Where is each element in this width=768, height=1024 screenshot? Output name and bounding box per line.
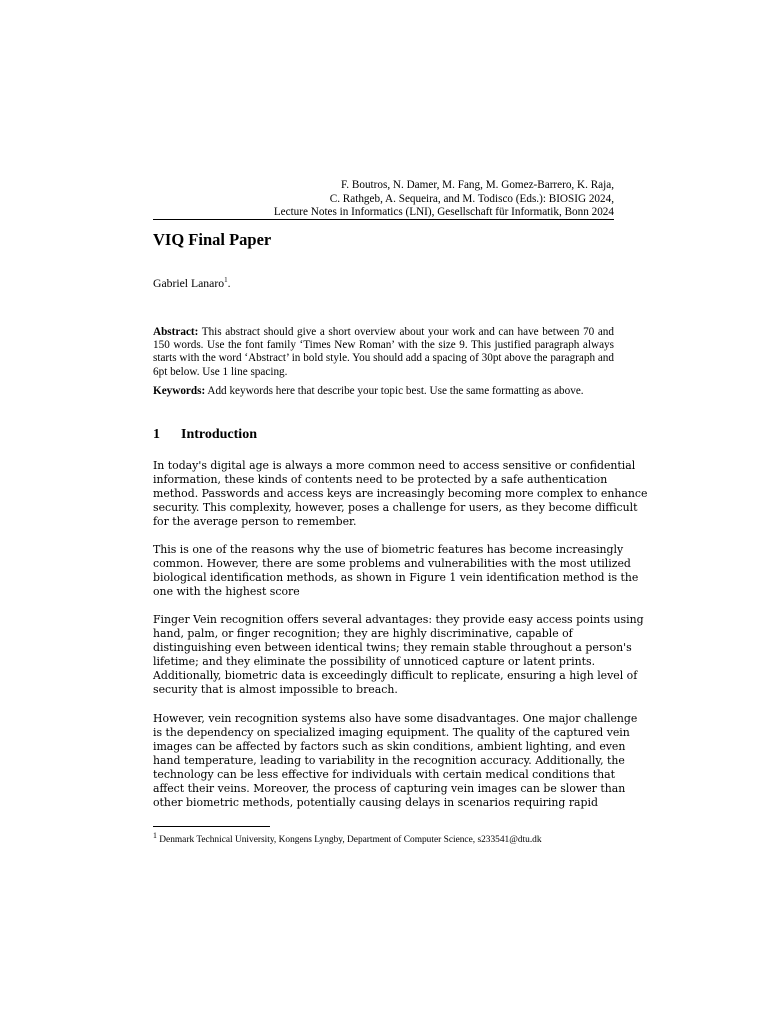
paragraph-line: affect their veins. Moreover, the process of capturing vein images can be slower than: [153, 782, 626, 796]
paragraph-line: security that is almost impossible to breach.: [153, 683, 398, 697]
footnote: [153, 830, 614, 846]
abstract: [153, 326, 614, 379]
keywords: [153, 385, 614, 398]
section-title: Introduction: [181, 427, 257, 442]
author-line: [153, 277, 230, 290]
paragraph-line: security. This complexity, however, poses a challenge for users, as they become difficult: [153, 501, 638, 515]
footnote-text: Denmark Technical University, Kongens Lyngby, Department of Computer Science, s233541@dtu.dk: [156, 835, 542, 846]
paragraph-line: images can be affected by factors such as skin conditions, ambient lighting, and even: [153, 740, 626, 754]
header-line-publisher: Lecture Notes in Informatics (LNI), Gesellschaft für Informatik, Bonn 2024: [273, 206, 614, 219]
abstract-label: Abstract:: [153, 326, 199, 338]
paragraph-line: technology can be less effective for individuals with certain medical conditions that: [153, 768, 616, 782]
paragraph-line: However, vein recognition systems also have some disadvantages. One major challenge: [153, 712, 638, 725]
paragraph-line: one with the highest score: [153, 585, 300, 599]
footnote-mark: 1: [153, 831, 157, 840]
section-number: 1: [153, 427, 160, 442]
section-heading-introduction: [153, 427, 257, 443]
paragraph-line: Additionally, biometric data is exceedingly difficult to replicate, ensuring a high level of: [153, 669, 638, 683]
keywords-text: Add keywords here that describe your topic best. Use the same formatting as above.: [205, 385, 584, 397]
paragraph-line: hand, palm, or finger recognition; they are highly discriminative, capable of: [153, 627, 573, 641]
abstract-text: This abstract should give a short overview about your work and can have between 70 and 150 words. Use the font family ‘Times New Roman’ with the size 9. This justified paragraph always starts with the word ‘Abstract’ in bold style. You should add a spacing of 30pt above the paragraph and 6pt below. Use 1 line spacing.: [153, 326, 614, 378]
paragraph-line: is the dependency on specialized imaging equipment. The quality of the captured vein: [153, 726, 630, 740]
footnote-rule: [153, 826, 270, 827]
paper-title: VIQ Final Paper: [153, 230, 272, 249]
author-suffix: .: [227, 277, 231, 290]
paragraph-line: Finger Vein recognition offers several advantages: they provide easy access points using: [153, 613, 644, 626]
paragraph-line: This is one of the reasons why the use of biometric features has become increasingly: [153, 543, 624, 556]
paragraph-line: hand temperature, leading to variability in the recognition accuracy. Additionally, the: [153, 754, 625, 768]
header-line-editors: F. Boutros, N. Damer, M. Fang, M. Gomez-Barrero, K. Raja,: [340, 179, 614, 191]
paragraph-line: for the average person to remember.: [153, 515, 357, 529]
paragraph-line: In today's digital age is always a more common need to access sensitive or confidential: [153, 459, 636, 472]
paragraph-3: [153, 613, 644, 697]
paragraph-4: [153, 712, 638, 810]
paragraph-line: other biometric methods, potentially causing delays in scenarios requiring rapid: [153, 796, 598, 810]
header-rule: [153, 219, 614, 220]
paragraph-1: [153, 459, 648, 529]
running-header: [153, 179, 614, 220]
paragraph-2: [153, 543, 639, 599]
paragraph-line: method. Passwords and access keys are increasingly becoming more complex to enhance: [153, 487, 648, 501]
paragraph-line: information, these kinds of contents need to be protected by a safe authentication: [153, 473, 608, 487]
paragraph-line: distinguishing even between identical twins; they remain stable throughout a person's: [153, 641, 632, 655]
author-name: Gabriel Lanaro: [153, 277, 225, 290]
header-line-conference: C. Rathgeb, A. Sequeira, and M. Todisco (Eds.): BIOSIG 2024,: [329, 192, 614, 205]
keywords-label: Keywords:: [153, 385, 206, 397]
paragraph-line: biological identification methods, as shown in Figure 1 vein identification method is the: [153, 571, 639, 585]
author-footnote-mark: 1: [224, 276, 228, 285]
paragraph-line: common. However, there are some problems and vulnerabilities with the most utilized: [153, 557, 631, 571]
paragraph-line: lifetime; and they eliminate the possibility of unnoticed capture or latent prints.: [153, 655, 596, 669]
